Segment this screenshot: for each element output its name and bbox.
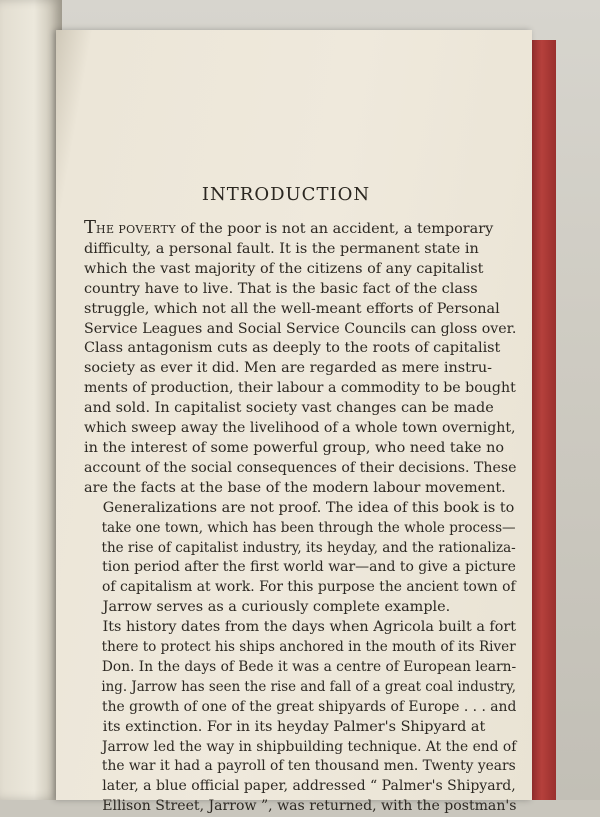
- paragraph-2: [84, 499, 516, 618]
- text-line: Jarrow serves as a curiously complete example.: [102, 599, 451, 616]
- text-line: society as ever it did. Men are regarded as mere instru-: [84, 360, 492, 377]
- text-line: are the facts at the base of the modern labour movement.: [84, 479, 506, 496]
- text-line: account of the social consequences of their decisions. These: [84, 459, 517, 476]
- drop-letter: T: [84, 217, 97, 238]
- text-line: Class antagonism cuts as deeply to the roots of capitalist: [84, 340, 501, 357]
- red-book-cover: [528, 40, 556, 800]
- text-line-content: of the poor is not an accident, a temporary: [176, 221, 494, 237]
- text-line: the growth of one of the great shipyards of Europe . . . and: [102, 698, 517, 715]
- text-line: country have to live. That is the basic fact of the class: [84, 280, 478, 297]
- text-line: tion period after the first world war—and to give a picture: [102, 559, 516, 576]
- text-line: of capitalism at work. For this purpose the ancient town of: [102, 579, 516, 596]
- smallcaps-opening: HE POVERTY: [96, 223, 177, 236]
- text-line: the rise of capitalist industry, its heyday, and the rationaliza-: [101, 539, 516, 556]
- text-line: [84, 218, 516, 240]
- text-line: Generalizations are not proof. The idea of this book is to: [102, 499, 515, 516]
- text-line: Service Leagues and Social Service Councils can gloss over.: [84, 320, 517, 337]
- text-line: Ellison Street, Jarrow ”, was returned, with the postman's: [102, 798, 517, 815]
- text-line: Its history dates from the days when Agricola built a fort: [102, 619, 516, 636]
- text-line: ments of production, their labour a commodity to be bought: [84, 380, 516, 397]
- text-line: take one town, which has been through the whole process—: [101, 519, 516, 536]
- text-line: which the vast majority of the citizens of any capitalist: [84, 260, 484, 277]
- text-line: Jarrow led the way in shipbuilding technique. At the end of: [101, 738, 517, 755]
- left-facing-page: [0, 0, 62, 800]
- paragraph-1: [84, 218, 516, 499]
- text-line: and sold. In capitalist society vast changes can be made: [84, 400, 494, 417]
- text-line: there to protect his ships anchored in the mouth of its River: [101, 639, 516, 656]
- book-page: [56, 30, 532, 815]
- body-text: [84, 218, 516, 817]
- text-line: ing. Jarrow has seen the rise and fall of a great coal industry,: [101, 678, 517, 695]
- text-line: later, a blue official paper, addressed “ Palmer's Shipyard,: [102, 778, 516, 795]
- text-line: struggle, which not all the well-meant efforts of Personal: [84, 300, 500, 317]
- text-line: which sweep away the livelihood of a whole town overnight,: [84, 420, 516, 437]
- text-line: in the interest of some powerful group, who need take no: [84, 439, 505, 456]
- text-line: Don. In the days of Bede it was a centre of European learn-: [101, 658, 517, 675]
- text-line: difficulty, a personal fault. It is the permanent state in: [84, 240, 479, 257]
- text-line: the war it had a payroll of ten thousand men. Twenty years: [101, 758, 516, 775]
- text-line: its extinction. For in its heyday Palmer's Shipyard at: [102, 718, 486, 735]
- chapter-heading: INTRODUCTION: [201, 184, 371, 205]
- paragraph-3: [84, 618, 516, 817]
